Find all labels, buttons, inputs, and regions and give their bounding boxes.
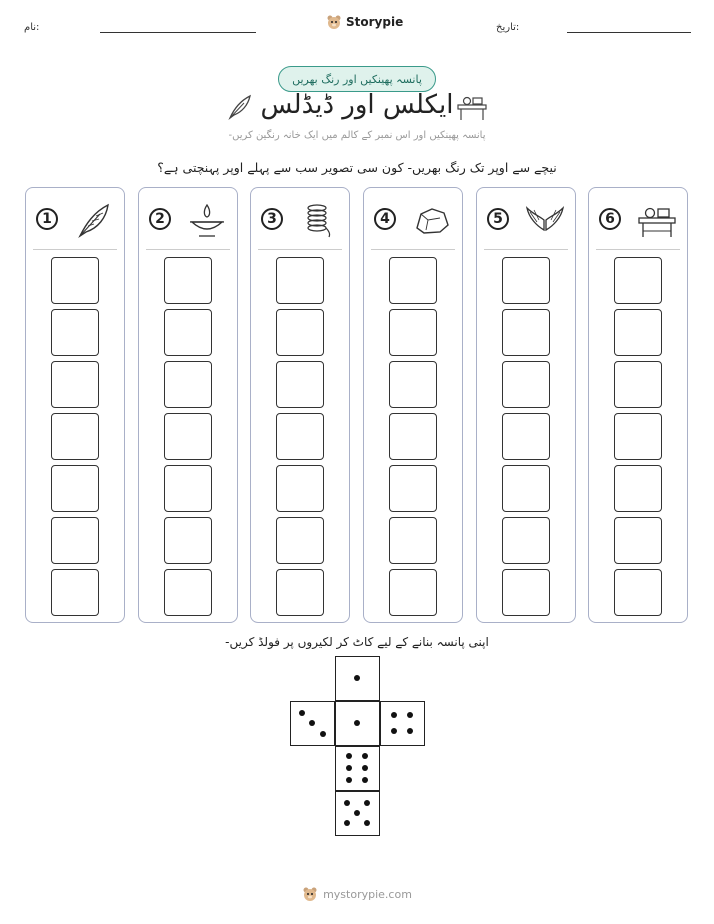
column-divider	[484, 249, 568, 250]
die-pip	[320, 731, 326, 737]
bear-logo-icon	[326, 14, 342, 30]
column-divider	[371, 249, 455, 250]
column-3	[250, 187, 350, 623]
die-pip	[344, 800, 350, 806]
color-box[interactable]	[276, 361, 324, 408]
page-subtitle: پانسہ پھینکیں اور اس نمبر کے کالم میں ایک خانہ رنگین کریں-	[228, 130, 486, 141]
color-box[interactable]	[502, 361, 550, 408]
column-divider	[33, 249, 117, 250]
column-1	[25, 187, 125, 623]
color-box[interactable]	[502, 569, 550, 616]
color-box[interactable]	[51, 465, 99, 512]
color-box[interactable]	[502, 517, 550, 564]
color-box[interactable]	[389, 413, 437, 460]
die-face	[335, 701, 380, 746]
color-box[interactable]	[276, 413, 324, 460]
color-box[interactable]	[164, 257, 212, 304]
die-face	[335, 746, 380, 791]
page-title: ایکلس اور ڈیڈلس	[260, 90, 454, 120]
color-box[interactable]	[276, 257, 324, 304]
color-box[interactable]	[51, 257, 99, 304]
die-instructions: اپنی پانسہ بنانے کے لیے کاٹ کر لکیروں پر فولڈ کریں-	[225, 635, 489, 649]
workbench-icon	[637, 200, 677, 240]
footer	[0, 886, 714, 902]
column-number: 6	[599, 208, 621, 230]
die-pip	[362, 753, 368, 759]
die-pip	[346, 765, 352, 771]
date-line[interactable]	[567, 32, 691, 33]
die-pip	[407, 728, 413, 734]
die-pip	[346, 753, 352, 759]
color-box[interactable]	[51, 361, 99, 408]
color-box[interactable]	[614, 361, 662, 408]
color-box[interactable]	[276, 309, 324, 356]
color-box[interactable]	[614, 309, 662, 356]
color-box[interactable]	[389, 517, 437, 564]
color-box[interactable]	[164, 413, 212, 460]
die-pip	[407, 712, 413, 718]
wings-icon	[525, 200, 565, 240]
rock-icon	[412, 200, 452, 240]
feather-icon	[74, 200, 114, 240]
color-box[interactable]	[164, 569, 212, 616]
die-pip	[354, 720, 360, 726]
color-box[interactable]	[389, 257, 437, 304]
color-box[interactable]	[389, 361, 437, 408]
column-6	[588, 187, 688, 623]
workbench-title-icon	[456, 93, 488, 121]
color-box[interactable]	[276, 569, 324, 616]
column-number: 5	[487, 208, 509, 230]
color-box[interactable]	[502, 413, 550, 460]
die-pip	[391, 712, 397, 718]
die-pip	[362, 777, 368, 783]
die-face	[290, 701, 335, 746]
rope-coil-icon	[299, 200, 339, 240]
color-box[interactable]	[389, 465, 437, 512]
name-line[interactable]	[100, 32, 256, 33]
color-box[interactable]	[614, 517, 662, 564]
die-pip	[346, 777, 352, 783]
die-face	[380, 701, 425, 746]
color-box[interactable]	[164, 465, 212, 512]
color-box[interactable]	[614, 465, 662, 512]
color-box[interactable]	[502, 465, 550, 512]
die-pip	[309, 720, 315, 726]
column-divider	[146, 249, 230, 250]
die-face	[335, 656, 380, 701]
color-box[interactable]	[164, 361, 212, 408]
column-5	[476, 187, 576, 623]
color-box[interactable]	[389, 569, 437, 616]
column-2	[138, 187, 238, 623]
color-box[interactable]	[614, 257, 662, 304]
column-number: 3	[261, 208, 283, 230]
die-pip	[344, 820, 350, 826]
column-number: 1	[36, 208, 58, 230]
color-box[interactable]	[51, 413, 99, 460]
color-box[interactable]	[614, 569, 662, 616]
color-box[interactable]	[276, 517, 324, 564]
column-4	[363, 187, 463, 623]
color-box[interactable]	[51, 309, 99, 356]
color-box[interactable]	[164, 517, 212, 564]
activity-badge: پانسہ پھینکیں اور رنگ بھریں	[278, 66, 436, 92]
oil-lamp-icon	[187, 200, 227, 240]
brand-logo	[326, 14, 403, 30]
brand-name: Storypie	[346, 15, 404, 29]
color-box[interactable]	[164, 309, 212, 356]
color-box[interactable]	[614, 413, 662, 460]
color-box[interactable]	[51, 569, 99, 616]
footer-url: mystorypie.com	[323, 887, 412, 901]
die-pip	[364, 800, 370, 806]
die-pip	[354, 810, 360, 816]
bear-footer-icon	[302, 886, 318, 902]
die-pip	[299, 710, 305, 716]
die-face	[335, 791, 380, 836]
column-number: 2	[149, 208, 171, 230]
die-pip	[364, 820, 370, 826]
column-number: 4	[374, 208, 396, 230]
name-label: نام:	[24, 22, 40, 33]
color-box[interactable]	[389, 309, 437, 356]
color-box[interactable]	[502, 257, 550, 304]
column-divider	[258, 249, 342, 250]
column-divider	[596, 249, 680, 250]
die-pip	[362, 765, 368, 771]
date-label: تاریخ:	[496, 22, 520, 33]
die-pip	[354, 675, 360, 681]
color-box[interactable]	[502, 309, 550, 356]
die-pip	[391, 728, 397, 734]
question-text: نیچے سے اوپر تک رنگ بھریں- کون سی تصویر سب سے پہلے اوپر پہنچتی ہے؟	[157, 160, 557, 175]
color-box[interactable]	[276, 465, 324, 512]
color-box[interactable]	[51, 517, 99, 564]
